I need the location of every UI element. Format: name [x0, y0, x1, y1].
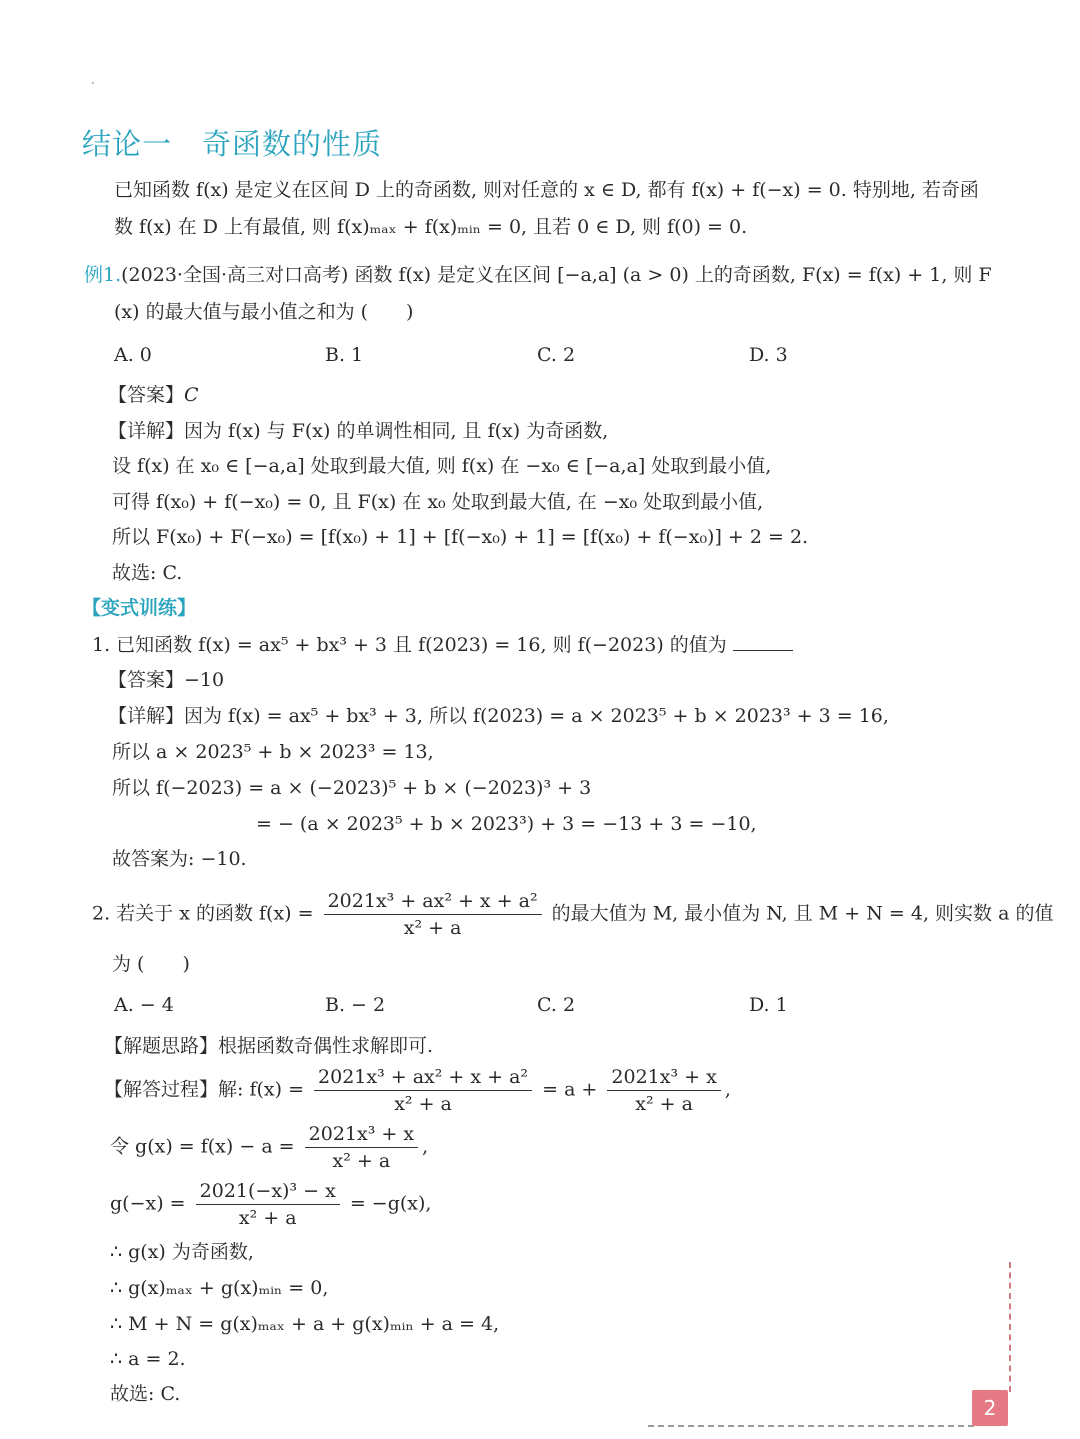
- process-mid: = a +: [542, 1078, 598, 1101]
- detail-text: 因为 f(x) 与 F(x) 的单调性相同, 且 f(x) 为奇函数,: [184, 420, 609, 442]
- q2-option-c: C. 2: [537, 994, 576, 1016]
- speck: [92, 82, 94, 84]
- answer-blank: [733, 632, 793, 651]
- page-number: 2: [972, 1390, 1008, 1426]
- answer-value: C: [184, 384, 199, 406]
- example1-option-d: D. 3: [749, 344, 788, 366]
- process-prefix: 令 g(x) = f(x) − a =: [110, 1135, 295, 1158]
- variation-label: 【变式训练】: [82, 597, 197, 619]
- process-end: ,: [724, 1078, 731, 1101]
- q2-step-4: ∴ a = 2.: [110, 1348, 186, 1370]
- detail-text: 因为 f(x) = ax⁵ + bx³ + 3, 所以 f(2023) = a × 2023⁵ + b × 2023³ + 3 = 16,: [184, 705, 889, 727]
- q1-detail-4: = − (a × 2023⁵ + b × 2023³) + 3 = −13 + 3 = −10,: [256, 813, 757, 835]
- fraction-numerator: 2021x³ + x: [305, 1123, 418, 1148]
- process-fraction-1: [314, 1066, 532, 1115]
- process-end: ,: [422, 1135, 429, 1158]
- page-corner-border-horizontal: [648, 1425, 974, 1427]
- q2-step-1: ∴ g(x) 为奇函数,: [110, 1241, 254, 1263]
- fraction-denominator: x² + a: [238, 1207, 297, 1229]
- section-title: 结论一 奇函数的性质: [82, 127, 383, 161]
- idea-text: 根据函数奇偶性求解即可.: [218, 1035, 434, 1057]
- fraction-numerator: 2021(−x)³ − x: [196, 1180, 340, 1205]
- example1-option-a: A. 0: [114, 344, 152, 366]
- detail-label: 【详解】: [108, 705, 185, 727]
- q2-line-2: 为 ( ): [112, 953, 190, 975]
- example1-detail-5: 故选: C.: [112, 562, 183, 584]
- example1-option-b: B. 1: [325, 344, 364, 366]
- q2-step-5: 故选: C.: [110, 1383, 181, 1405]
- example1-header: [84, 263, 992, 287]
- example1-option-c: C. 2: [537, 344, 576, 366]
- q2-idea: [104, 1034, 433, 1058]
- fraction-denominator: x² + a: [332, 1150, 391, 1172]
- process-fraction: [196, 1180, 340, 1229]
- fraction-numerator: 2021x³ + x: [607, 1066, 720, 1091]
- process-fraction: [305, 1123, 418, 1172]
- answer-label: 【答案】: [108, 384, 185, 406]
- q2-process-2: [110, 1123, 428, 1172]
- q2-option-d: D. 1: [749, 994, 788, 1016]
- example1-detail-2: 设 f(x) 在 x₀ ∈ [−a,a] 处取到最大值, 则 f(x) 在 −x₀ ∈ [−a,a] 处取到最小值,: [112, 455, 772, 477]
- example1-line-1: (2023·全国·高三对口高考) 函数 f(x) 是定义在区间 [−a,a] (a > 0) 上的奇函数, F(x) = f(x) + 1, 则 F: [121, 264, 992, 286]
- q2-option-b: B. − 2: [325, 994, 386, 1016]
- q2-prefix: 2. 若关于 x 的函数 f(x) =: [92, 902, 314, 925]
- process-label: 【解答过程】: [104, 1078, 219, 1101]
- q2-fraction: [324, 890, 542, 939]
- example1-detail-4: 所以 F(x₀) + F(−x₀) = [f(x₀) + 1] + [f(−x₀) + 1] = [f(x₀) + f(−x₀)] + 2 = 2.: [112, 526, 809, 548]
- q1-detail-1: [108, 704, 889, 728]
- fraction-denominator: x² + a: [403, 917, 462, 939]
- answer-value: −10: [184, 669, 225, 691]
- fraction-numerator: 2021x³ + ax² + x + a²: [314, 1066, 532, 1091]
- example1-detail-1: [108, 419, 608, 443]
- detail-label: 【详解】: [108, 420, 185, 442]
- q1-answer: [108, 668, 224, 692]
- idea-label: 【解题思路】: [104, 1035, 219, 1057]
- fraction-denominator: x² + a: [394, 1093, 452, 1115]
- intro-line-1: 已知函数 f(x) 是定义在区间 D 上的奇函数, 则对任意的 x ∈ D, 都有 f(x) + f(−x) = 0. 特别地, 若奇函: [114, 179, 979, 201]
- fraction-denominator: x² + a: [635, 1093, 693, 1115]
- q1-question: 1. 已知函数 f(x) = ax⁵ + bx³ + 3 且 f(2023) = 16, 则 f(−2023) 的值为: [92, 634, 727, 656]
- example1-detail-3: 可得 f(x₀) + f(−x₀) = 0, 且 F(x) 在 x₀ 处取到最大值, 在 −x₀ 处取到最小值,: [112, 491, 764, 513]
- q1-detail-5: 故答案为: −10.: [112, 848, 247, 870]
- intro-line-2: 数 f(x) 在 D 上有最值, 则 f(x)ₘₐₓ + f(x)ₘᵢₙ = 0, 且若 0 ∈ D, 则 f(0) = 0.: [114, 216, 748, 238]
- page-corner-border-vertical: [1009, 1262, 1011, 1392]
- q2-process-3: [110, 1180, 431, 1229]
- q2-step-3: ∴ M + N = g(x)ₘₐₓ + a + g(x)ₘᵢₙ + a = 4,: [110, 1313, 500, 1335]
- q2-text: [92, 890, 1053, 939]
- example1-line-2: (x) 的最大值与最小值之和为 ( ): [114, 301, 414, 323]
- q1-detail-2: 所以 a × 2023⁵ + b × 2023³ = 13,: [112, 741, 434, 763]
- q2-step-2: ∴ g(x)ₘₐₓ + g(x)ₘᵢₙ = 0,: [110, 1277, 329, 1299]
- example1-answer: [108, 383, 199, 407]
- process-prefix: g(−x) =: [110, 1192, 186, 1215]
- fraction-numerator: 2021x³ + ax² + x + a²: [324, 890, 542, 915]
- process-prefix: 解: f(x) =: [218, 1078, 304, 1101]
- q2-suffix: 的最大值为 M, 最小值为 N, 且 M + N = 4, 则实数 a 的值: [551, 902, 1054, 925]
- q2-process-1: [104, 1066, 731, 1115]
- example1-label: 例1.: [84, 264, 122, 286]
- process-fraction-2: [607, 1066, 720, 1115]
- q1-text: [92, 632, 793, 657]
- answer-label: 【答案】: [108, 669, 185, 691]
- q1-detail-3: 所以 f(−2023) = a × (−2023)⁵ + b × (−2023)³ + 3: [112, 777, 592, 799]
- q2-option-a: A. − 4: [114, 994, 174, 1016]
- process-end: = −g(x),: [349, 1192, 432, 1215]
